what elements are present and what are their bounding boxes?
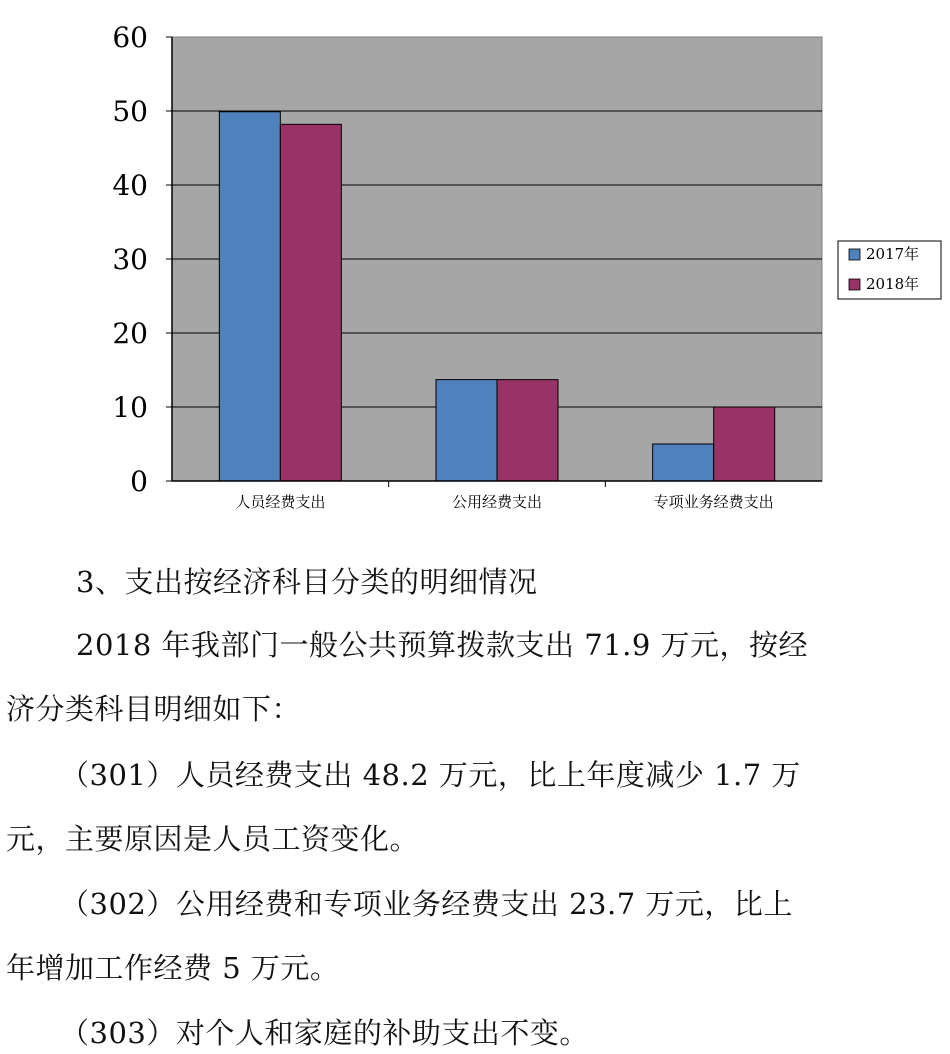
bar-2017-2 <box>653 444 714 481</box>
y-tick-label: 20 <box>112 317 148 350</box>
x-tick-label: 公用经费支出 <box>451 493 543 511</box>
y-tick-label: 0 <box>130 465 148 498</box>
paragraph-4-line-1: （303）对个人和家庭的补助支出不变。 <box>60 1016 589 1050</box>
y-tick-label: 60 <box>112 21 148 54</box>
y-tick-label: 40 <box>112 169 148 202</box>
paragraph-1-line-2: 济分类科目明细如下： <box>6 692 302 726</box>
paragraph-1-line-1: 2018 年我部门一般公共预算拨款支出 71.9 万元，按经 <box>76 628 809 662</box>
legend <box>838 241 941 299</box>
legend-swatch-2017 <box>849 249 860 260</box>
section-heading: 3、支出按经济科目分类的明细情况 <box>76 565 538 599</box>
bar-2018-1 <box>497 380 558 481</box>
y-tick-label: 10 <box>112 391 148 424</box>
bar-2018-2 <box>714 407 775 481</box>
paragraph-2-line-1: （301）人员经费支出 48.2 万元，比上年度减少 1.7 万 <box>60 758 801 792</box>
legend-swatch-2018 <box>849 279 860 290</box>
bar-2018-0 <box>280 124 341 481</box>
bar-2017-0 <box>219 112 280 481</box>
x-tick-label: 人员经费支出 <box>235 493 326 511</box>
paragraph-2-line-2: 元，主要原因是人员工资变化。 <box>6 822 420 856</box>
legend-label-2018: 2018年 <box>866 275 920 293</box>
bar-2017-1 <box>436 380 497 481</box>
paragraph-3-line-2: 年增加工作经费 5 万元。 <box>6 951 340 985</box>
legend-label-2017: 2017年 <box>866 245 920 263</box>
y-tick-label: 50 <box>112 95 148 128</box>
x-tick-label: 专项业务经费支出 <box>653 493 774 511</box>
paragraph-3-line-1: （302）公用经费和专项业务经费支出 23.7 万元，比上 <box>60 887 793 921</box>
y-tick-label: 30 <box>112 243 148 276</box>
